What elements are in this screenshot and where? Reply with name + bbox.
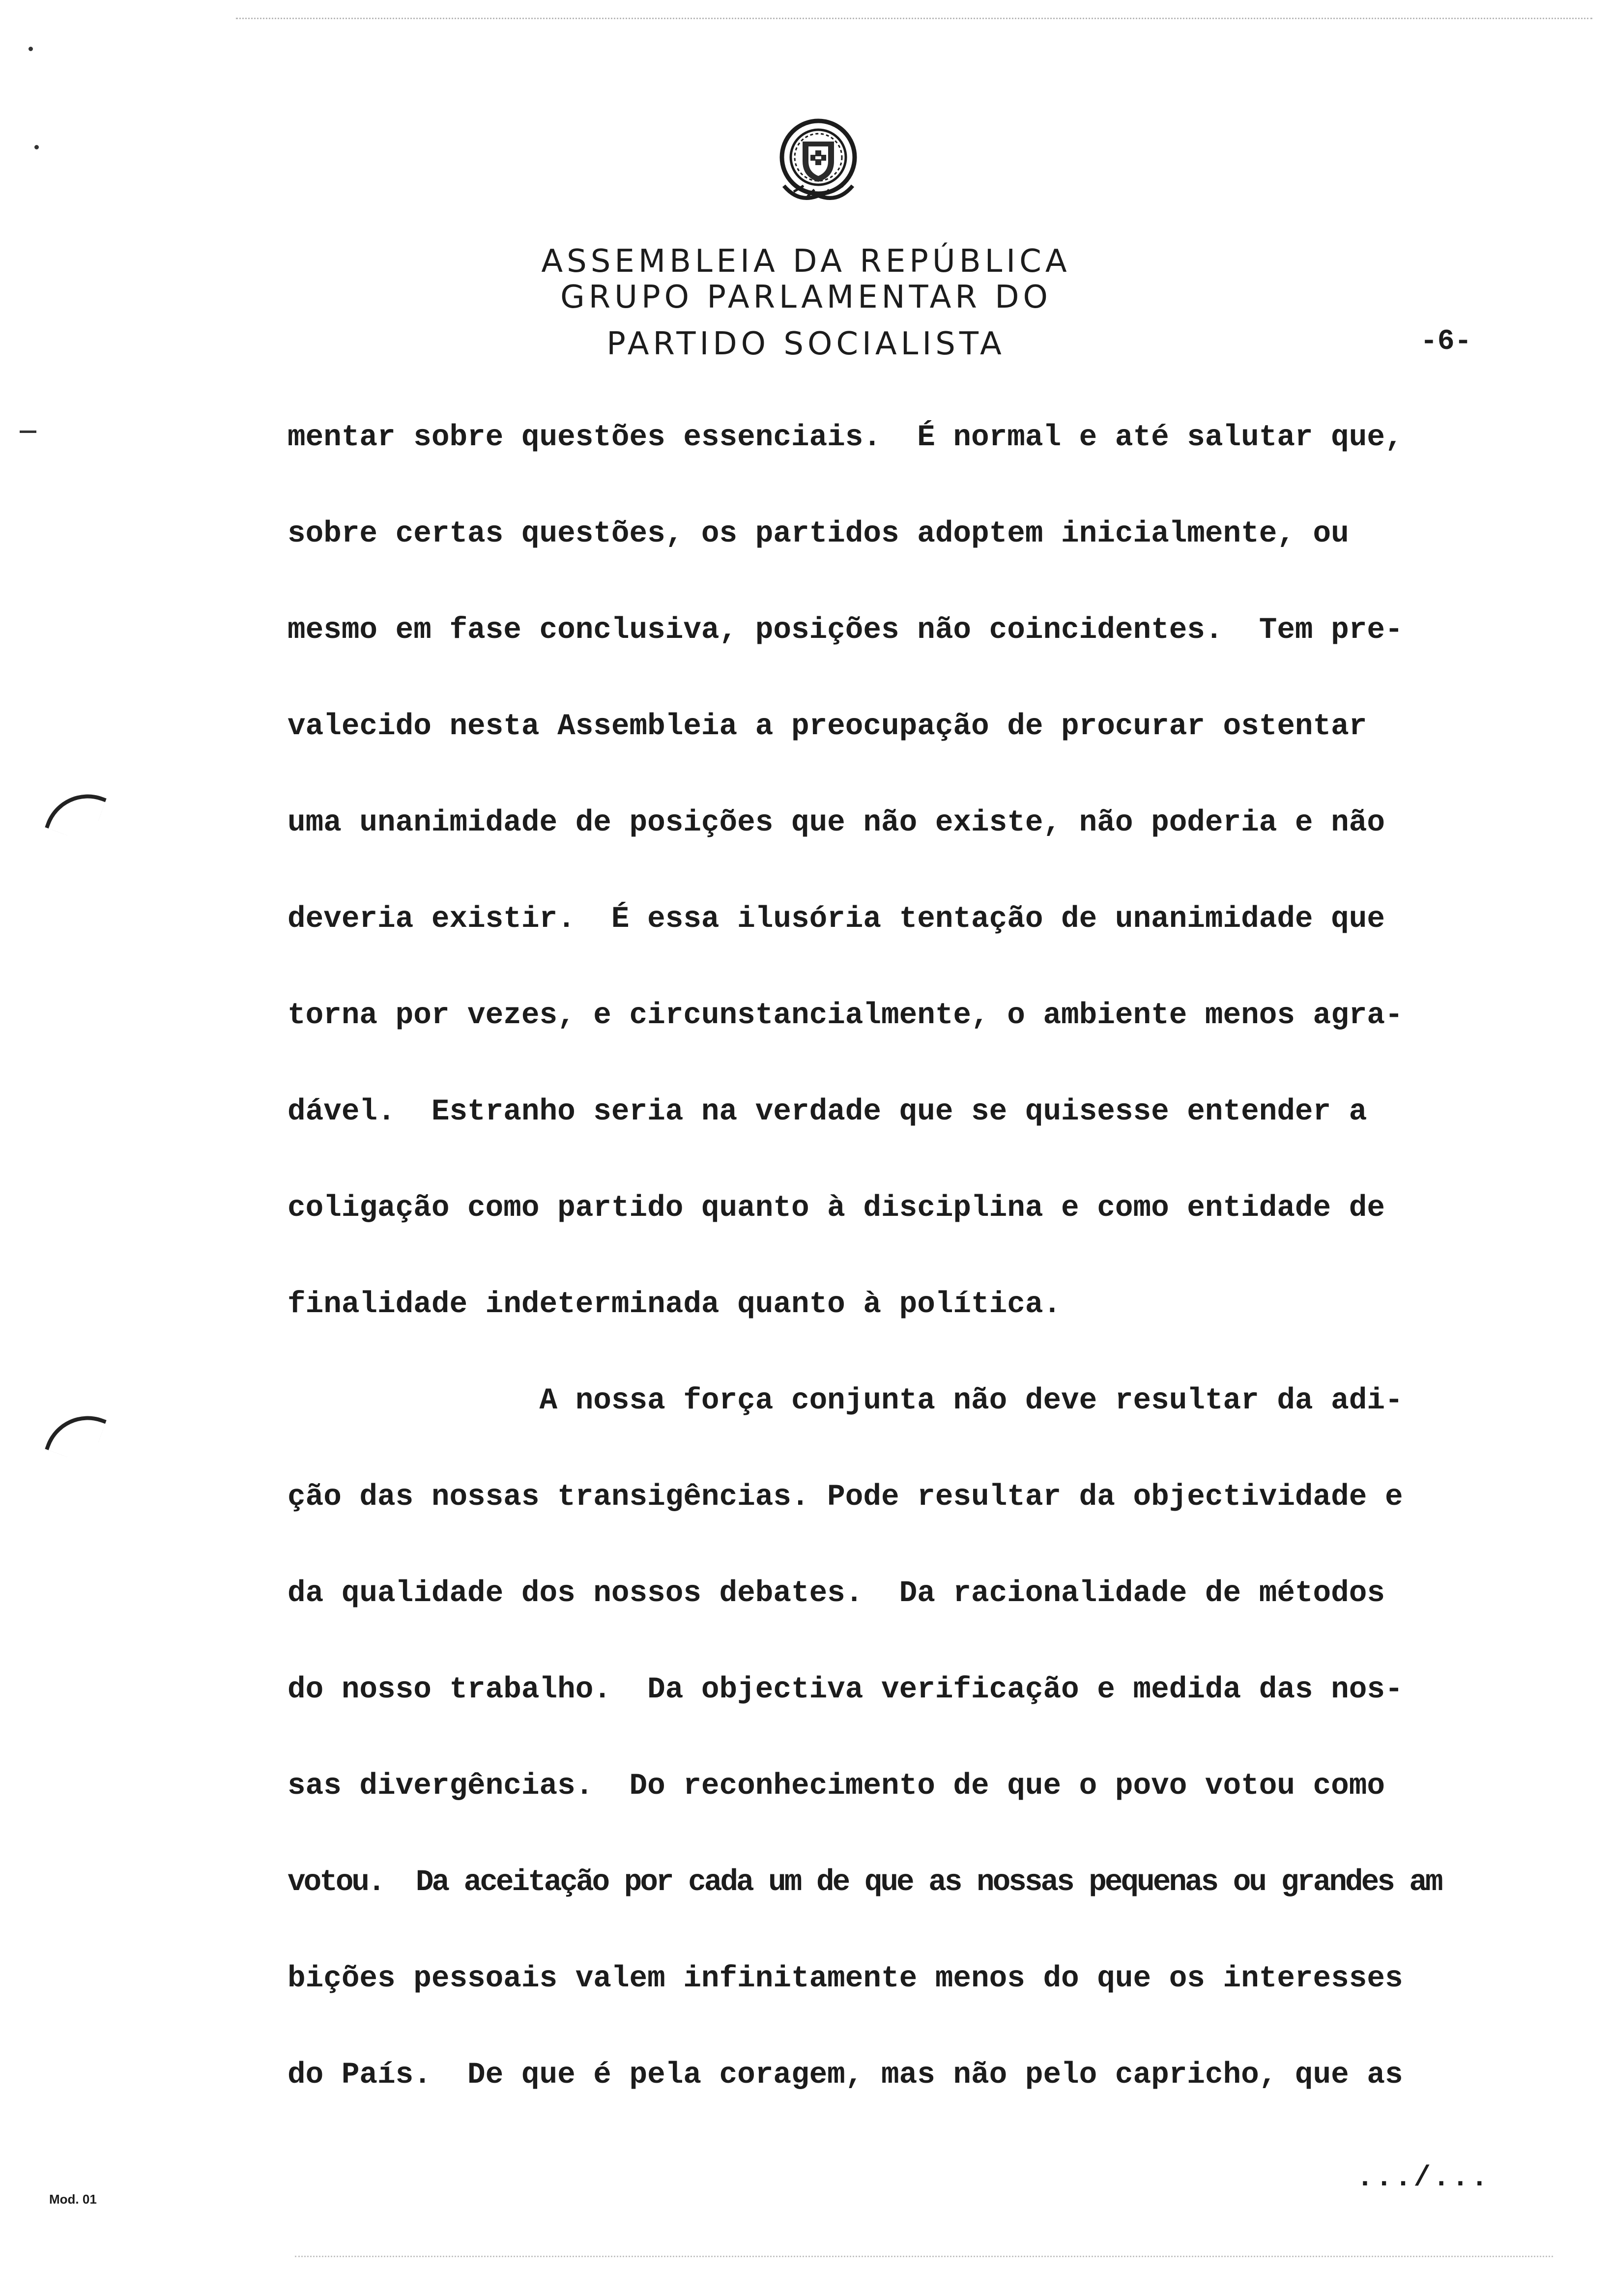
body-line: dável. Estranho seria na verdade que se quisesse entender a <box>288 1095 1367 1129</box>
header-parliamentary-group: GRUPO PARLAMENTAR DO <box>560 279 1052 316</box>
body-line: bições pessoais valem infinitamente menos do que os interesses <box>288 1962 1403 1996</box>
margin-dash <box>20 430 36 433</box>
scan-speck <box>34 145 39 149</box>
body-line: ção das nossas transigências. Pode resultar da objectividade e <box>288 1480 1403 1514</box>
body-line: A nossa força conjunta não deve resultar da adi- <box>288 1384 1403 1418</box>
punch-hole-mark <box>45 782 107 844</box>
portuguese-republic-emblem-icon <box>769 112 867 210</box>
punch-hole-mark <box>45 1404 107 1465</box>
body-line: do nosso trabalho. Da objectiva verificação e medida das nos- <box>288 1673 1403 1707</box>
continuation-mark: .../... <box>1356 2162 1490 2194</box>
body-line: sas divergências. Do reconhecimento de que o povo votou como <box>288 1769 1385 1803</box>
body-line: mentar sobre questões essenciais. É normal e até salutar que, <box>288 421 1403 455</box>
body-line: da qualidade dos nossos debates. Da racionalidade de métodos <box>288 1577 1385 1610</box>
header-party: PARTIDO SOCIALISTA <box>606 326 1006 362</box>
body-line: deveria existir. É essa ilusória tentação de unanimidade que <box>288 902 1385 936</box>
body-line: do País. De que é pela coragem, mas não pelo capricho, que as <box>288 2058 1403 2092</box>
body-line: votou. Da aceitação por cada um de que as nossas pequenas ou grandes am <box>288 1866 1441 1899</box>
body-line: valecido nesta Assembleia a preocupação de procurar ostentar <box>288 710 1367 744</box>
body-line: sobre certas questões, os partidos adoptem inicialmente, ou <box>288 517 1349 551</box>
body-line: coligação como partido quanto à disciplina e como entidade de <box>288 1191 1385 1225</box>
form-model-label: Mod. 01 <box>49 2192 97 2207</box>
body-line: uma unanimidade de posições que não existe, não poderia e não <box>288 806 1385 840</box>
scan-speck <box>29 47 33 51</box>
body-line: finalidade indeterminada quanto à política. <box>288 1288 1062 1321</box>
body-line: mesmo em fase conclusiva, posições não coincidentes. Tem pre- <box>288 613 1403 647</box>
body-line: torna por vezes, e circunstancialmente, o ambiente menos agra- <box>288 999 1403 1033</box>
header-assembly: ASSEMBLEIA DA REPÚBLICA <box>541 243 1071 280</box>
scan-top-edge <box>236 18 1592 19</box>
scan-bottom-edge <box>295 2256 1553 2257</box>
page-number: -6- <box>1420 326 1472 358</box>
